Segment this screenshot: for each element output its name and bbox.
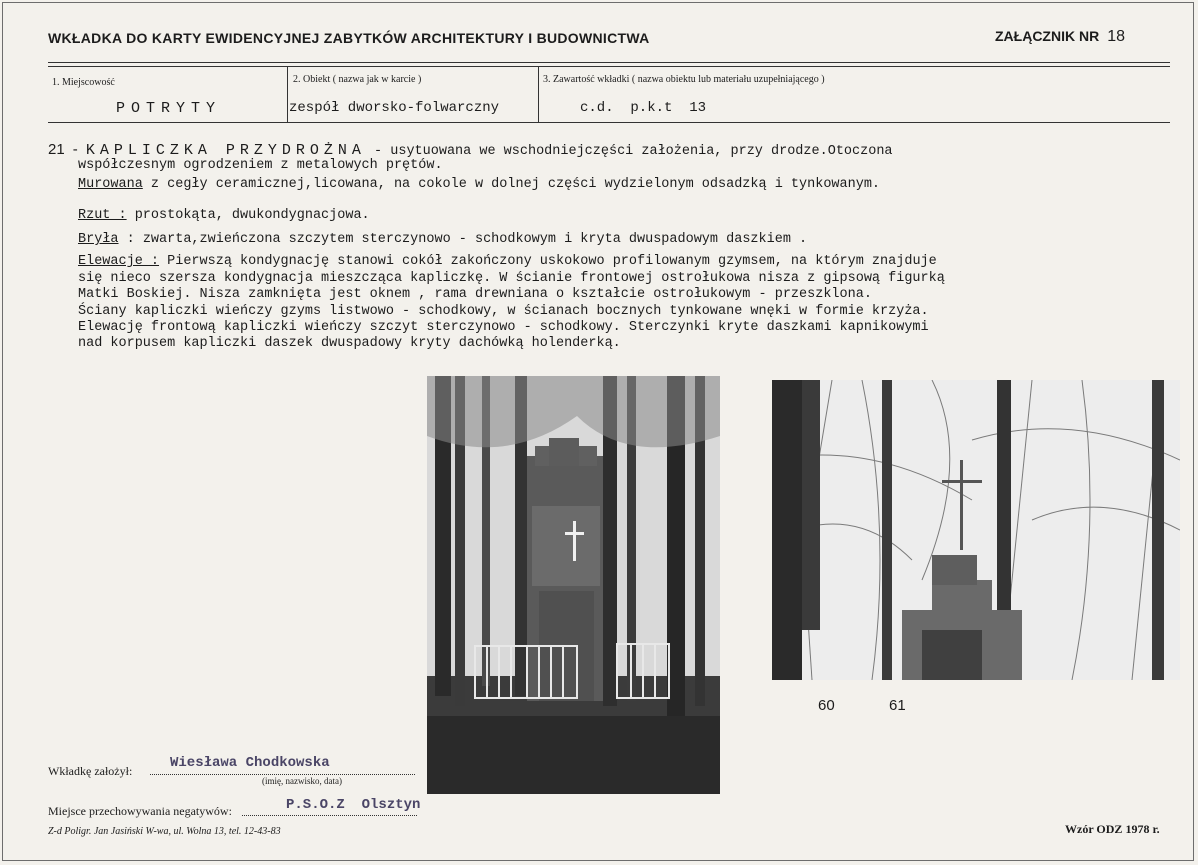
form-title: WKŁADKA DO KARTY EWIDENCYJNEJ ZABYTKÓW ARCHITEKTURY I BUDOWNICTWA [48, 30, 650, 46]
description-line-10: Elewację frontową kapliczki wieńczy szczyt sterczynowo - schodkowy. Sterczynki kryte daszkami kapnikowymi [78, 320, 929, 335]
murowana-text: z cegły ceramicznej,licowana, na cokole w dolnej części wydzielonym odsadzką i tynkowanym. [142, 177, 881, 192]
object-value: zespół dworsko-folwarczny [289, 100, 500, 116]
annex-number: 18 [1107, 28, 1126, 45]
location-value: POTRYTY [116, 100, 222, 117]
annex-label [995, 28, 1125, 46]
elewacje-text: Pierwszą kondygnację stanowi cokół zakończony uskokowo profilowanym gzymsem, na którym znajduje [159, 254, 937, 269]
rule-top [48, 62, 1170, 63]
rule-top-2 [48, 66, 1170, 67]
photo-number-61: 61 [889, 697, 906, 714]
description-line-6 [78, 254, 937, 270]
term-murowana: Murowana [78, 177, 143, 192]
content-value: c.d. p.k.t 13 [580, 100, 707, 116]
description-line-5 [78, 232, 807, 248]
entry-dash: - [72, 141, 78, 158]
rule-divider-2 [538, 66, 539, 122]
location-label: 1. Miejscowość [52, 77, 115, 88]
description-line-2: współczesnym ogrodzeniem z metalowych prętów. [78, 158, 443, 173]
storage-label: Miejsce przechowywania negatywów: [48, 804, 232, 818]
bryla-text: : zwarta,zwieńczona szczytem sterczynowo - schodkowym i kryta dwuspadowym daszkiem . [118, 232, 808, 247]
form-code: Wzór ODZ 1978 r. [1065, 822, 1160, 836]
description-line-11: nad korpusem kapliczki daszek dwuspadowy kryty dachówką holenderką. [78, 336, 621, 351]
term-elewacje: Elewacje : [78, 254, 160, 269]
photo-chapel-top [772, 380, 1180, 680]
rzut-text: prostokąta, dwukondygnacjowa. [126, 208, 370, 223]
photo-chapel-front-image [427, 376, 720, 794]
description-line-1 [48, 142, 893, 160]
object-heading: KAPLICZKA PRZYDROŻNA [85, 142, 366, 159]
author-value: Wiesława Chodkowska [170, 755, 330, 771]
object-label: 2. Obiekt ( nazwa jak w karcie ) [293, 74, 422, 85]
author-note: (imię, nazwisko, data) [262, 776, 342, 786]
description-line-8: Matki Boskiej. Nisza zamknięta jest oknem , rama drewniana o kształcie ostrołukowym - przeszklona. [78, 287, 872, 302]
photo-chapel-front [427, 376, 720, 794]
term-bryla: Bryła [78, 232, 119, 247]
description-line-7: się nieco szersza kondygnacja mieszcząca kapliczkę. W ścianie frontowej ostrołukowa nisza z gipsową figurką [78, 271, 945, 286]
description-line-4 [78, 208, 370, 224]
term-rzut: Rzut : [78, 208, 127, 223]
printer-note: Z-d Poligr. Jan Jasiński W-wa, ul. Wolna 13, tel. 12-43-83 [48, 826, 281, 837]
rule-divider-1 [287, 66, 288, 122]
content-label: 3. Zawartość wkładki ( nazwa obiektu lub materiału uzupełniającego ) [543, 74, 825, 85]
photo-number-60: 60 [818, 697, 835, 714]
description-line-9: Ściany kapliczki wieńczy gzyms listwowo - schodkowy, w ścianach bocznych tynkowane wnęki w formie krzyża. [78, 304, 929, 319]
annex-label-text: ZAŁĄCZNIK NR [995, 28, 1100, 44]
description-text-1: - usytuowana we wschodniejczęści założenia, przy drodze.Otoczona [365, 144, 893, 159]
author-label: Wkładkę założył: [48, 764, 133, 778]
description-line-3 [78, 177, 880, 193]
rule-fields-bottom [48, 122, 1170, 123]
photo-chapel-top-image [772, 380, 1180, 680]
storage-value: P.S.O.Z Olsztyn [286, 797, 421, 813]
entry-number: 21 [48, 141, 65, 158]
